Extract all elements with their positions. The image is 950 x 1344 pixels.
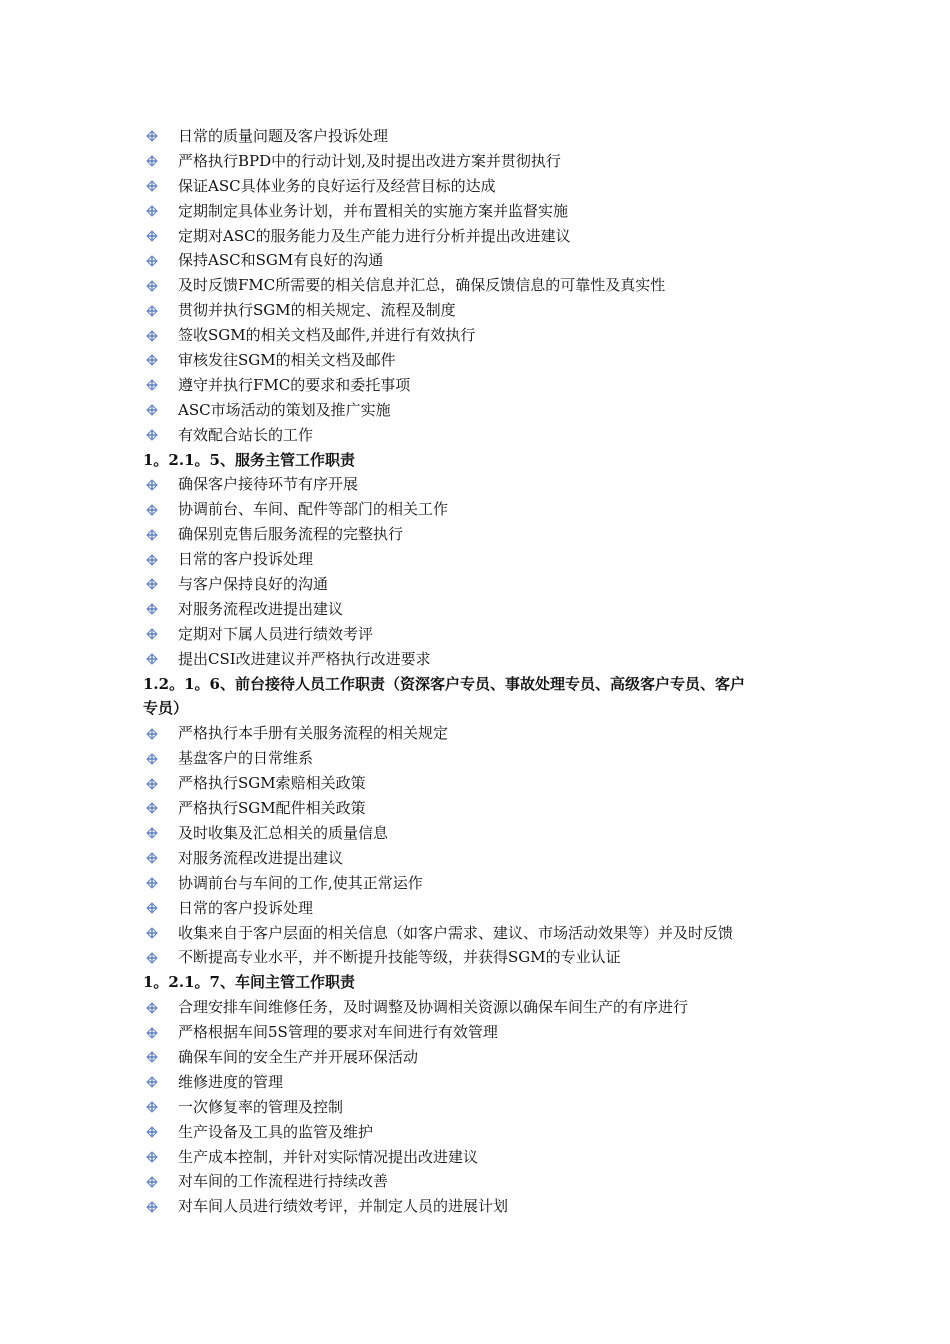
list-item: [143, 547, 813, 572]
list-item: [143, 124, 813, 149]
list-item: [143, 273, 813, 298]
list-item: [143, 945, 813, 970]
list-item: [143, 846, 813, 871]
list-item-text: 对服务流程改进提出建议: [178, 848, 344, 867]
cross-diamond-bullet-icon: [146, 255, 158, 267]
list-item-text: 生产成本控制，并针对实际情况提出改进建议: [178, 1147, 479, 1166]
list-item-text: 严格执行BPD中的行动计划,及时提出改进方案并贯彻执行: [178, 151, 561, 170]
list-item-text: 及时收集及汇总相关的质量信息: [178, 823, 389, 842]
list-item-text: 日常的质量问题及客户投诉处理: [178, 127, 389, 145]
cross-diamond-bullet-icon: [146, 205, 158, 217]
cross-diamond-bullet-icon: [146, 952, 158, 964]
cross-diamond-bullet-icon: [146, 155, 158, 167]
cross-diamond-bullet-icon: [146, 130, 158, 142]
cross-diamond-bullet-icon: [146, 628, 158, 640]
list-item-text: 日常的客户投诉处理: [178, 550, 314, 569]
cross-diamond-bullet-icon: [146, 1101, 158, 1113]
list-item-text: 收集来自于客户层面的相关信息（如客户需求、建议、市场活动效果等）并及时反馈: [178, 923, 734, 942]
list-item-text: ASC市场活动的策划及推广实施: [178, 400, 391, 419]
cross-diamond-bullet-icon: [146, 305, 158, 317]
list-item: [143, 871, 813, 896]
list-item-text: 协调前台与车间的工作,使其正常运作: [178, 873, 423, 892]
list-item-text: 有效配合站长的工作: [178, 425, 314, 444]
list-item-text: 合理安排车间维修任务，及时调整及协调相关资源以确保车间生产的有序进行: [178, 998, 689, 1017]
cross-diamond-bullet-icon: [146, 1027, 158, 1039]
list-item: [143, 771, 813, 796]
list-item: [143, 746, 813, 771]
list-item-text: 确保别克售后服务流程的完整执行: [178, 525, 404, 544]
cross-diamond-bullet-icon: [146, 1126, 158, 1138]
list-item: [143, 995, 813, 1020]
list-item: [143, 472, 813, 497]
cross-diamond-bullet-icon: [146, 802, 158, 814]
list-item: [143, 622, 813, 647]
list-item: [143, 597, 813, 622]
cross-diamond-bullet-icon: [146, 778, 158, 790]
list-item: [143, 1194, 813, 1219]
list-item-text: 对车间人员进行绩效考评，并制定人员的进展计划: [178, 1197, 509, 1216]
list-item-text: 签收SGM的相关文档及邮件,并进行有效执行: [178, 326, 476, 345]
list-item: [143, 647, 813, 672]
list-item: [143, 1045, 813, 1070]
cross-diamond-bullet-icon: [146, 379, 158, 391]
list-item: [143, 298, 813, 323]
list-item: [143, 423, 813, 448]
list-item: [143, 896, 813, 921]
list-item-text: 严格执行本手册有关服务流程的相关规定: [178, 724, 449, 743]
cross-diamond-bullet-icon: [146, 230, 158, 242]
cross-diamond-bullet-icon: [146, 1201, 158, 1213]
list-item-text: 协调前台、车间、配件等部门的相关工作: [178, 500, 449, 519]
list-item: [143, 248, 813, 273]
list-item-text: 贯彻并执行SGM的相关规定、流程及制度: [178, 301, 456, 320]
section-b-list: [143, 472, 813, 671]
list-item-text: 审核发往SGM的相关文档及邮件: [178, 351, 396, 370]
cross-diamond-bullet-icon: [146, 280, 158, 292]
list-item: [143, 174, 813, 199]
list-item: [143, 821, 813, 846]
cross-diamond-bullet-icon: [146, 1151, 158, 1163]
cross-diamond-bullet-icon: [146, 429, 158, 441]
cross-diamond-bullet-icon: [146, 1176, 158, 1188]
list-item: [143, 921, 813, 946]
list-item: [143, 1120, 813, 1145]
list-item-text: 及时反馈FMC所需要的相关信息并汇总，确保反馈信息的可靠性及真实性: [178, 276, 666, 295]
list-item-text: 严格执行SGM索赔相关政策: [178, 774, 366, 793]
list-item: [143, 572, 813, 597]
list-item: [143, 373, 813, 398]
cross-diamond-bullet-icon: [146, 330, 158, 342]
list-item-text: 生产设备及工具的监管及维护: [178, 1122, 374, 1141]
list-item-text: 确保客户接待环节有序开展: [178, 475, 359, 494]
section-d-list: [143, 995, 813, 1219]
cross-diamond-bullet-icon: [146, 927, 158, 939]
cross-diamond-bullet-icon: [146, 180, 158, 192]
cross-diamond-bullet-icon: [146, 852, 158, 864]
cross-diamond-bullet-icon: [146, 404, 158, 416]
list-item: [143, 1145, 813, 1170]
cross-diamond-bullet-icon: [146, 504, 158, 516]
list-item: [143, 721, 813, 746]
list-item-text: 对车间的工作流程进行持续改善: [178, 1172, 389, 1191]
list-item: [143, 224, 813, 249]
list-item-text: 提出CSI改进建议并严格执行改进要求: [178, 649, 431, 668]
cross-diamond-bullet-icon: [146, 354, 158, 366]
list-item-text: 不断提高专业水平，并不断提升技能等级，并获得SGM的专业认证: [178, 948, 621, 967]
section-a-list: [143, 124, 813, 448]
list-item-text: 定期制定具体业务计划，并布置相关的实施方案并监督实施: [178, 201, 569, 220]
cross-diamond-bullet-icon: [146, 1076, 158, 1088]
cross-diamond-bullet-icon: [146, 877, 158, 889]
list-item: [143, 199, 813, 224]
list-item: [143, 796, 813, 821]
document-body: [143, 124, 813, 1219]
list-item-text: 对服务流程改进提出建议: [178, 599, 344, 618]
list-item-text: 日常的客户投诉处理: [178, 898, 314, 917]
list-item: [143, 398, 813, 423]
list-item-text: 确保车间的安全生产并开展环保活动: [178, 1047, 419, 1066]
cross-diamond-bullet-icon: [146, 902, 158, 914]
list-item: [143, 1070, 813, 1095]
list-item: [143, 497, 813, 522]
list-item: [143, 1095, 813, 1120]
cross-diamond-bullet-icon: [146, 529, 158, 541]
cross-diamond-bullet-icon: [146, 653, 158, 665]
list-item: [143, 323, 813, 348]
cross-diamond-bullet-icon: [146, 479, 158, 491]
list-item: [143, 348, 813, 373]
list-item: [143, 149, 813, 174]
list-item-text: 维修进度的管理: [178, 1072, 284, 1091]
list-item-text: 基盘客户的日常维系: [178, 749, 314, 768]
cross-diamond-bullet-icon: [146, 554, 158, 566]
list-item-text: 严格执行SGM配件相关政策: [178, 799, 366, 818]
cross-diamond-bullet-icon: [146, 1002, 158, 1014]
list-item-text: 保证ASC具体业务的良好运行及经营目标的达成: [178, 176, 496, 195]
cross-diamond-bullet-icon: [146, 753, 158, 765]
list-item: [143, 1020, 813, 1045]
list-item-text: 定期对下属人员进行绩效考评: [178, 624, 374, 643]
section-heading-workshop-supervisor: 1。2.1。7、车间主管工作职责: [143, 973, 355, 992]
section-c-list: [143, 721, 813, 970]
cross-diamond-bullet-icon: [146, 1051, 158, 1063]
section-heading-reception-staff-continued: 专员）: [143, 699, 189, 718]
list-item-text: 定期对ASC的服务能力及生产能力进行分析并提出改进建议: [178, 226, 571, 245]
list-item-text: 保持ASC和SGM有良好的沟通: [178, 251, 384, 270]
cross-diamond-bullet-icon: [146, 728, 158, 740]
list-item-text: 遵守并执行FMC的要求和委托事项: [178, 375, 411, 394]
section-heading-service-supervisor: 1。2.1。5、服务主管工作职责: [143, 450, 355, 469]
cross-diamond-bullet-icon: [146, 603, 158, 615]
list-item-text: 一次修复率的管理及控制: [178, 1097, 344, 1116]
cross-diamond-bullet-icon: [146, 827, 158, 839]
list-item-text: 严格根据车间5S管理的要求对车间进行有效管理: [178, 1023, 498, 1042]
list-item: [143, 522, 813, 547]
list-item: [143, 1169, 813, 1194]
section-heading-reception-staff: 1.2。1。6、前台接待人员工作职责（资深客户专员、事故处理专员、高级客户专员、客户: [143, 674, 745, 693]
list-item-text: 与客户保持良好的沟通: [178, 575, 329, 594]
cross-diamond-bullet-icon: [146, 578, 158, 590]
